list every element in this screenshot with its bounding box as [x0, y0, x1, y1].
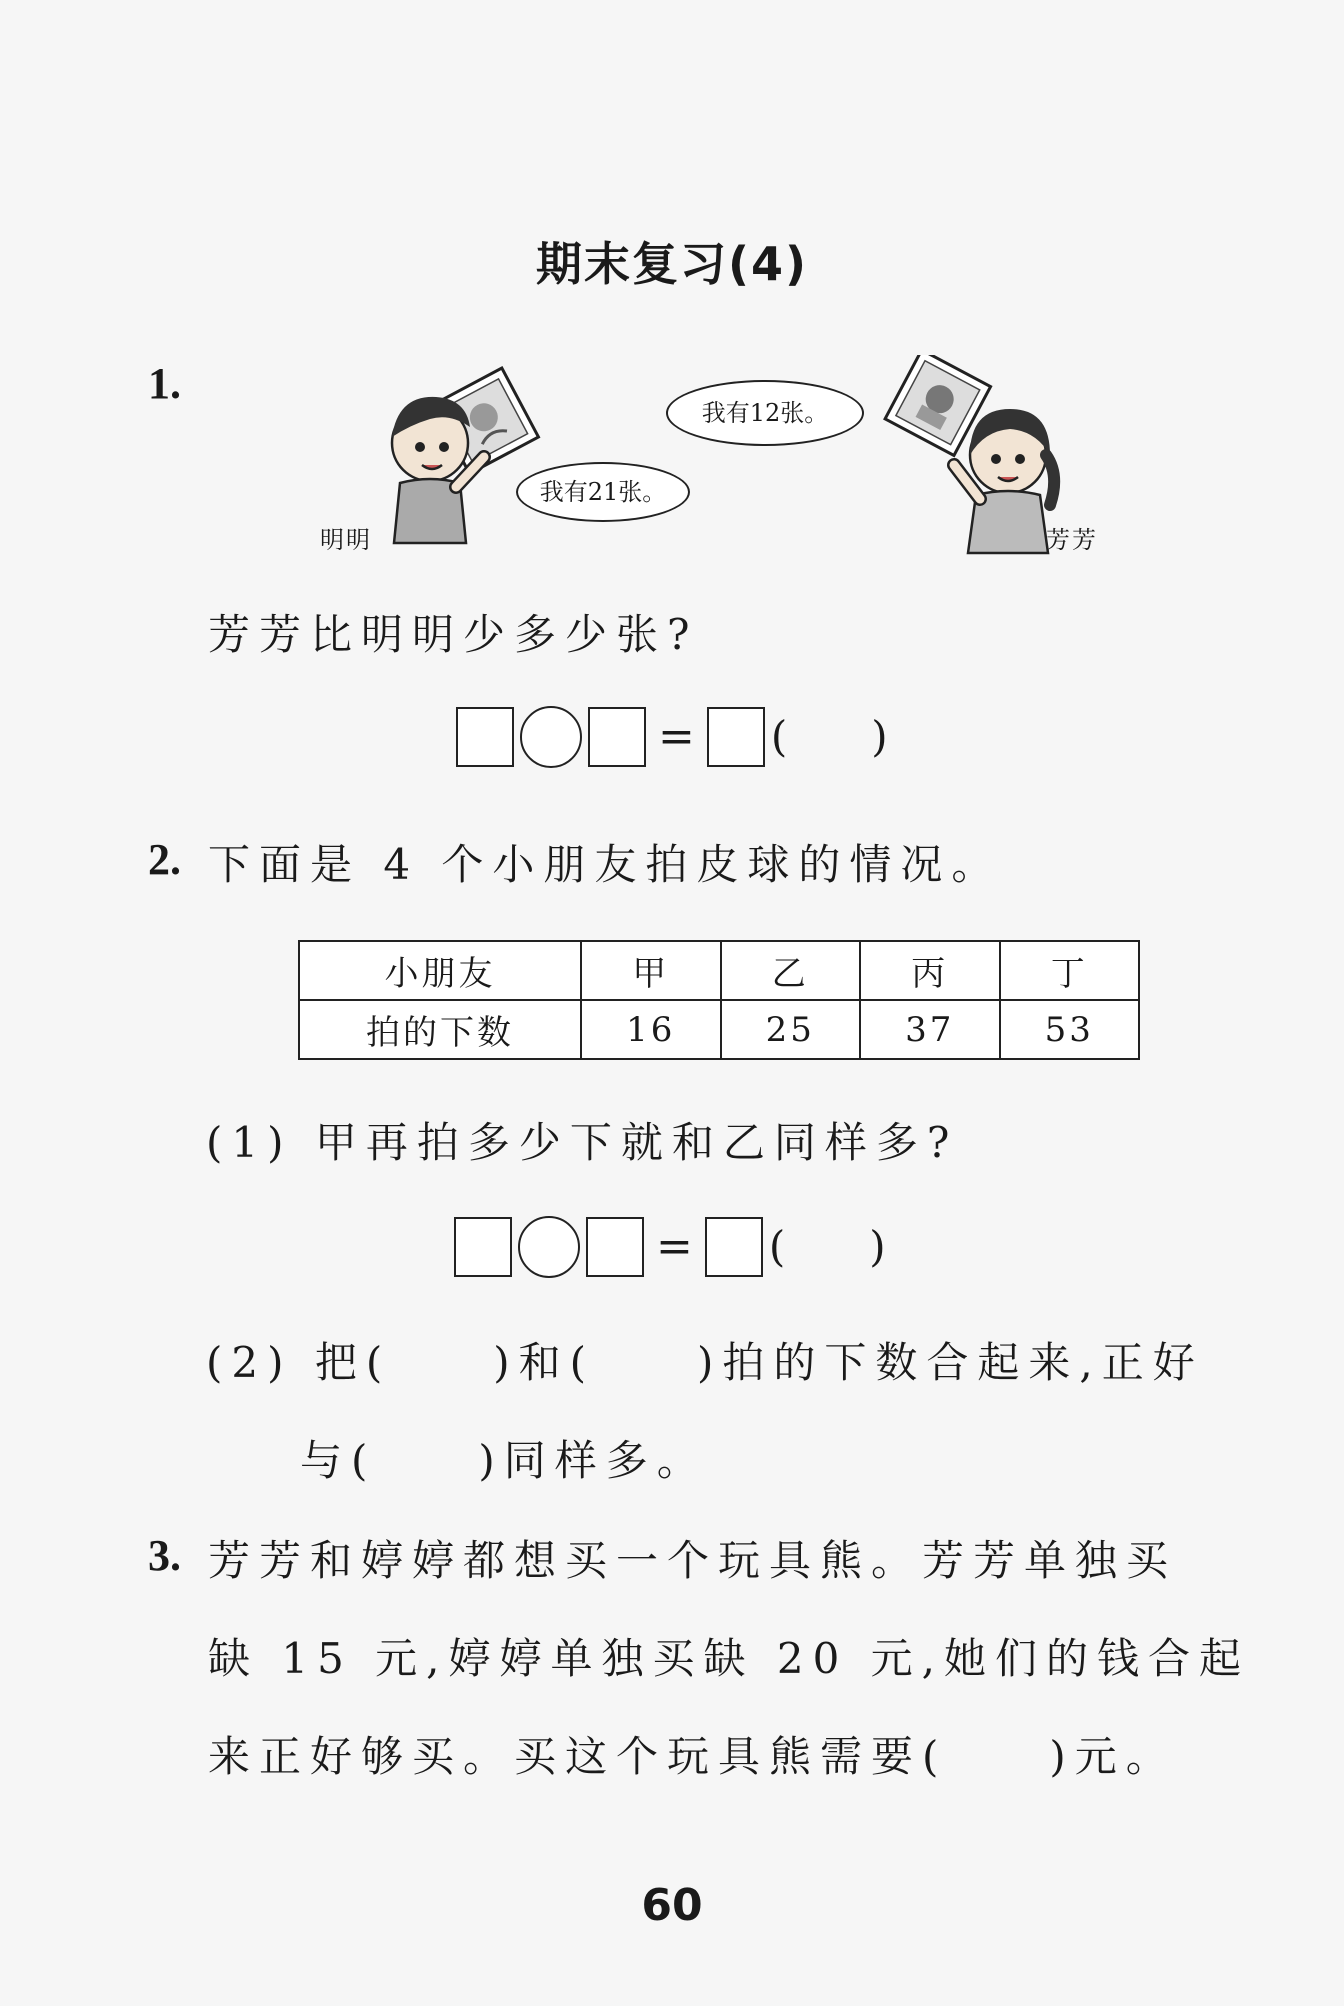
table-row [299, 1000, 1139, 1059]
question-1-equation [456, 706, 888, 768]
answer-box-1[interactable] [456, 707, 514, 767]
girl-speech-bubble [666, 380, 864, 446]
table-header-cell: 甲 [581, 941, 721, 1000]
page-number: 60 [641, 1880, 703, 1931]
answer-box-1[interactable] [454, 1217, 512, 1277]
table-header-cell: 乙 [721, 941, 861, 1000]
boy-speech-bubble [516, 462, 690, 522]
question-3-number: 3. [148, 1531, 181, 1580]
answer-box-2[interactable] [588, 707, 646, 767]
answer-box-2[interactable] [586, 1217, 644, 1277]
table-cell: 53 [1000, 1000, 1140, 1059]
question-2-sub-1: (1) 甲再拍多少下就和乙同样多? [206, 1118, 959, 1167]
girl-name-label: 芳芳 [1046, 526, 1098, 554]
table-cell: 25 [721, 1000, 861, 1059]
operator-circle[interactable] [518, 1216, 580, 1278]
operator-circle[interactable] [520, 706, 582, 768]
boy-name-label: 明明 [320, 526, 372, 554]
answer-box-result[interactable] [705, 1217, 763, 1277]
equals-sign: = [656, 1221, 693, 1272]
question-3-line-1: 芳芳和婷婷都想买一个玩具熊。芳芳单独买 [208, 1536, 1178, 1585]
question-3-line-3: 来正好够买。买这个玩具熊需要( )元。 [208, 1732, 1177, 1781]
question-1-text: 芳芳比明明少多少张? [208, 610, 699, 659]
question-2-sub-2-line-1: (2) 把( )和( )拍的下数合起来,正好 [206, 1338, 1204, 1387]
question-2-equation [454, 1216, 886, 1278]
equals-sign: = [658, 711, 695, 762]
table-header-cell: 小朋友 [299, 941, 581, 1000]
boy-illustration [370, 365, 570, 550]
table-row [299, 941, 1139, 1000]
answer-box-result[interactable] [707, 707, 765, 767]
table-cell: 16 [581, 1000, 721, 1059]
table-header-cell: 丙 [860, 941, 1000, 1000]
page-title: 期末复习(4) [535, 237, 809, 291]
unit-blank[interactable]: ( ) [770, 712, 888, 761]
girl-speech-text: 我有12张。 [701, 399, 829, 427]
question-2-sub-2-line-2: 与( )同样多。 [300, 1436, 708, 1485]
table-cell: 37 [860, 1000, 1000, 1059]
question-1-number: 1. [148, 359, 181, 408]
unit-blank[interactable]: ( ) [768, 1222, 886, 1271]
table-row-label: 拍的下数 [299, 1000, 581, 1059]
question-2-number: 2. [148, 835, 181, 884]
bounce-count-table [298, 940, 1140, 1060]
question-3-line-2: 缺 15 元,婷婷单独买缺 20 元,她们的钱合起 [208, 1634, 1250, 1683]
question-2-intro: 下面是 4 个小朋友拍皮球的情况。 [208, 840, 1003, 889]
boy-speech-text: 我有21张。 [539, 478, 667, 506]
table-header-cell: 丁 [1000, 941, 1140, 1000]
